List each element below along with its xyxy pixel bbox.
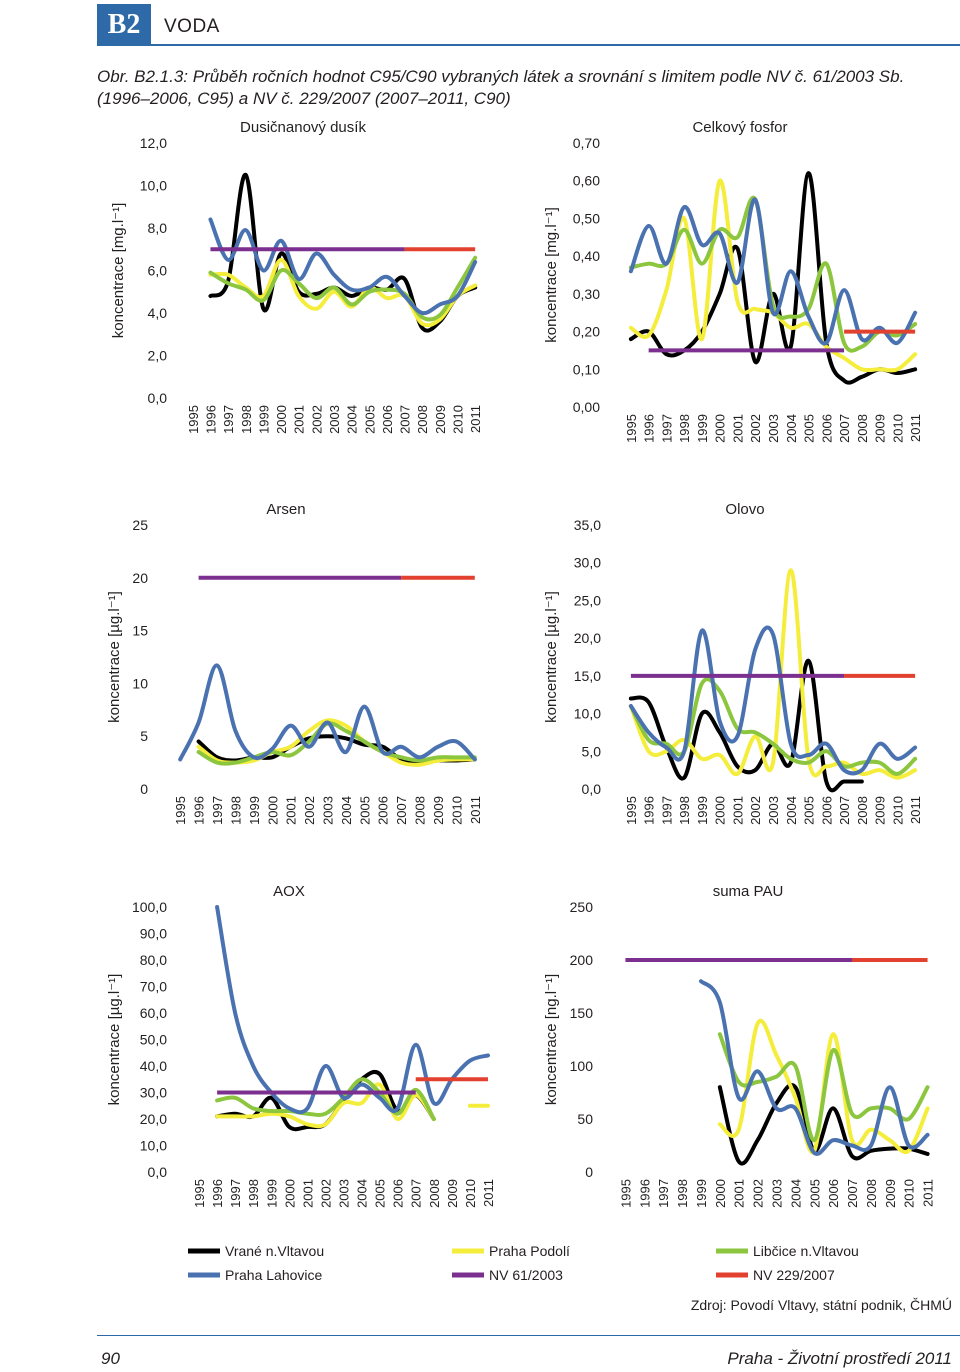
x-tick-label: 1995 xyxy=(173,796,189,825)
legend-label: NV 229/2007 xyxy=(753,1267,835,1283)
caption-line-2: (1996–2006, C95) a NV č. 229/2007 (2007–2011, C90) xyxy=(97,89,511,108)
series-line xyxy=(631,198,915,351)
y-tick-label: 35,0 xyxy=(573,517,601,533)
x-tick-label: 2002 xyxy=(748,414,764,443)
y-tick-label: 15 xyxy=(132,622,148,639)
series-line xyxy=(217,907,488,1112)
x-tick-label: 1996 xyxy=(191,796,207,825)
y-tick-label: 0,0 xyxy=(147,390,167,406)
x-tick-label: 2011 xyxy=(920,1179,936,1207)
x-tick-label: 2007 xyxy=(845,1179,861,1208)
y-tick-label: 80,0 xyxy=(139,952,167,968)
y-tick-label: 0,30 xyxy=(572,285,600,302)
series-line xyxy=(631,180,915,370)
y-tick-label: 2,0 xyxy=(147,347,167,364)
series-line xyxy=(701,981,928,1154)
y-tick-label: 0 xyxy=(585,1164,593,1180)
x-tick-label: 2003 xyxy=(766,796,781,825)
x-tick-label: 2009 xyxy=(432,405,448,434)
x-tick-label: 2005 xyxy=(357,796,373,825)
source-note: Zdroj: Povodí Vltavy, státní podnik, ČHMÚ xyxy=(690,1297,952,1313)
x-tick-label: 1996 xyxy=(203,405,219,434)
y-tick-label: 25 xyxy=(132,517,148,533)
y-tick-label: 0,0 xyxy=(581,781,601,797)
x-tick-label: 1996 xyxy=(641,414,657,443)
x-tick-label: 2011 xyxy=(480,1179,496,1207)
legend-label: Praha Lahovice xyxy=(225,1267,323,1283)
x-tick-label: 2008 xyxy=(412,796,428,825)
y-tick-label: 6,0 xyxy=(147,262,167,279)
chart-title: Dusičnanový dusík xyxy=(240,119,366,136)
x-tick-label: 2004 xyxy=(338,796,354,825)
x-tick-label: 2001 xyxy=(283,796,299,825)
x-tick-label: 2001 xyxy=(730,796,746,825)
x-tick-label: 1999 xyxy=(264,1179,280,1208)
x-tick-label: 2009 xyxy=(430,796,446,825)
legend-label: Libčice n.Vltavou xyxy=(753,1243,859,1259)
y-tick-label: 10,0 xyxy=(139,1137,167,1154)
y-tick-label: 0,60 xyxy=(572,172,600,189)
footer-title: Praha - Životní prostředí 2011 xyxy=(727,1349,952,1368)
y-tick-label: 10 xyxy=(132,675,148,692)
x-tick-label: 2004 xyxy=(354,1179,370,1208)
series-line xyxy=(631,199,915,343)
x-tick-label: 2009 xyxy=(872,796,888,825)
x-tick-label: 2010 xyxy=(890,796,906,825)
x-tick-label: 2005 xyxy=(372,1179,388,1208)
x-tick-label: 2000 xyxy=(274,405,290,434)
page-number: 90 xyxy=(101,1349,120,1368)
section-title: VODA xyxy=(164,16,220,37)
x-tick-label: 1998 xyxy=(677,414,693,443)
x-tick-label: 2003 xyxy=(769,1179,785,1208)
x-tick-label: 2010 xyxy=(890,414,906,443)
x-tick-label: 2000 xyxy=(712,796,728,825)
x-tick-label: 2002 xyxy=(302,796,318,825)
y-tick-label: 0,50 xyxy=(572,210,600,227)
x-tick-label: 2005 xyxy=(362,405,378,434)
legend xyxy=(188,1243,859,1283)
x-tick-label: 2002 xyxy=(750,1179,766,1208)
x-tick-label: 1998 xyxy=(246,1179,262,1208)
chart-1 xyxy=(110,119,483,434)
y-axis-label: koncentrace [µg.l⁻¹] xyxy=(106,973,123,1106)
x-tick-label: 2011 xyxy=(908,796,924,824)
x-tick-label: 1997 xyxy=(228,1179,244,1208)
x-tick-label: 2007 xyxy=(394,796,410,825)
x-tick-label: 2001 xyxy=(300,1179,316,1208)
x-tick-label: 2007 xyxy=(837,414,853,443)
x-tick-label: 2001 xyxy=(731,1179,747,1208)
y-tick-label: 15,0 xyxy=(573,667,601,684)
y-tick-label: 5 xyxy=(140,728,148,745)
y-tick-label: 0,00 xyxy=(572,399,600,415)
y-tick-label: 0,10 xyxy=(572,361,600,378)
y-tick-label: 10,0 xyxy=(573,705,601,722)
x-tick-label: 2011 xyxy=(908,414,924,442)
legend-label: NV 61/2003 xyxy=(489,1267,563,1283)
x-tick-label: 2008 xyxy=(426,1179,442,1208)
y-tick-label: 50 xyxy=(577,1111,593,1127)
y-tick-label: 20 xyxy=(132,569,148,586)
x-tick-label: 1995 xyxy=(618,1179,634,1208)
x-tick-label: 1997 xyxy=(656,1179,672,1208)
y-tick-label: 5,0 xyxy=(581,743,601,760)
x-tick-label: 2001 xyxy=(291,405,307,434)
x-tick-label: 2006 xyxy=(819,796,835,825)
series-line xyxy=(631,661,862,791)
x-tick-label: 2006 xyxy=(826,1179,842,1208)
y-tick-label: 20,0 xyxy=(573,630,601,647)
y-tick-label: 30,0 xyxy=(573,554,601,571)
x-tick-label: 1997 xyxy=(659,796,675,825)
section-badge: B2 xyxy=(97,4,151,46)
x-tick-label: 1996 xyxy=(641,796,657,825)
x-tick-label: 2003 xyxy=(320,796,336,825)
x-tick-label: 2000 xyxy=(712,414,728,443)
x-tick-label: 1997 xyxy=(659,414,675,443)
x-tick-label: 1998 xyxy=(675,1179,691,1208)
chart-3 xyxy=(106,501,483,825)
x-tick-label: 2011 xyxy=(468,405,484,433)
x-tick-label: 2008 xyxy=(854,414,870,443)
y-tick-label: 0,70 xyxy=(572,135,600,151)
y-tick-label: 100 xyxy=(569,1058,593,1074)
y-tick-label: 100,0 xyxy=(131,899,167,915)
y-tick-label: 20,0 xyxy=(139,1111,167,1127)
y-tick-label: 40,0 xyxy=(139,1058,167,1074)
y-tick-label: 150 xyxy=(569,1005,593,1021)
x-tick-label: 2002 xyxy=(318,1179,334,1208)
x-tick-label: 1997 xyxy=(210,796,226,825)
x-tick-label: 2001 xyxy=(730,414,746,443)
x-tick-label: 2009 xyxy=(882,1179,898,1208)
chart-title: Arsen xyxy=(266,501,306,518)
x-tick-label: 2009 xyxy=(444,1179,460,1208)
y-axis-label: koncentrace [mg.l⁻¹] xyxy=(110,202,127,339)
x-tick-label: 2007 xyxy=(397,405,413,434)
chart-5 xyxy=(106,883,496,1208)
x-tick-label: 1999 xyxy=(694,796,710,825)
x-tick-label: 1998 xyxy=(238,405,254,434)
x-tick-label: 2002 xyxy=(309,405,325,434)
y-tick-label: 60,0 xyxy=(139,1005,167,1021)
y-tick-label: 30,0 xyxy=(139,1084,167,1101)
x-tick-label: 1995 xyxy=(192,1179,208,1208)
x-tick-label: 1998 xyxy=(677,796,693,825)
x-tick-label: 2007 xyxy=(408,1179,424,1208)
y-tick-label: 0,20 xyxy=(572,323,600,340)
x-tick-label: 2011 xyxy=(467,796,483,824)
x-tick-label: 2003 xyxy=(336,1179,352,1208)
y-tick-label: 12,0 xyxy=(139,135,167,151)
x-tick-label: 1996 xyxy=(210,1179,226,1208)
x-tick-label: 2008 xyxy=(854,796,870,825)
y-tick-label: 4,0 xyxy=(147,305,167,321)
x-tick-label: 1995 xyxy=(185,405,201,434)
x-tick-label: 2008 xyxy=(415,405,431,434)
x-tick-label: 2005 xyxy=(807,1179,823,1208)
x-tick-label: 2005 xyxy=(801,796,817,825)
x-tick-label: 2000 xyxy=(282,1179,298,1208)
x-tick-label: 2003 xyxy=(766,414,781,443)
x-tick-label: 2005 xyxy=(801,414,817,443)
legend-label: Vrané n.Vltavou xyxy=(225,1243,325,1259)
chart-title: suma PAU xyxy=(712,883,784,900)
chart-title: Celkový fosfor xyxy=(692,119,788,136)
chart-title: Olovo xyxy=(725,501,765,518)
x-tick-label: 2004 xyxy=(783,414,799,443)
y-tick-label: 0,0 xyxy=(147,1164,167,1180)
x-tick-label: 1999 xyxy=(694,414,710,443)
y-axis-label: koncentrace [ng.l⁻¹] xyxy=(543,973,560,1106)
y-tick-label: 50,0 xyxy=(139,1031,167,1048)
y-tick-label: 0 xyxy=(140,781,148,797)
x-tick-label: 2000 xyxy=(265,796,281,825)
y-tick-label: 200 xyxy=(569,952,593,968)
y-tick-label: 10,0 xyxy=(139,177,167,194)
chart-2 xyxy=(543,119,923,443)
y-tick-label: 250 xyxy=(569,899,593,915)
chart-6 xyxy=(543,883,936,1208)
chart-title: AOX xyxy=(273,883,305,900)
x-tick-label: 2004 xyxy=(344,405,360,434)
x-tick-label: 2010 xyxy=(449,796,465,825)
y-axis-label: koncentrace [mg.l⁻¹] xyxy=(543,207,560,343)
x-tick-label: 2002 xyxy=(748,796,764,825)
x-tick-label: 2006 xyxy=(390,1179,406,1208)
x-tick-label: 2010 xyxy=(901,1179,917,1208)
x-tick-label: 1999 xyxy=(246,796,262,825)
x-tick-label: 2003 xyxy=(327,405,342,434)
y-axis-label: koncentrace [µg.l⁻¹] xyxy=(543,591,560,723)
x-tick-label: 2007 xyxy=(837,796,853,825)
x-tick-label: 1999 xyxy=(256,405,272,434)
x-tick-label: 2004 xyxy=(788,1179,804,1208)
x-tick-label: 1995 xyxy=(623,414,639,443)
x-tick-label: 1998 xyxy=(228,796,244,825)
x-tick-label: 2008 xyxy=(863,1179,879,1208)
x-tick-label: 1999 xyxy=(693,1179,709,1208)
x-tick-label: 2009 xyxy=(872,414,888,443)
y-tick-label: 0,40 xyxy=(572,248,600,265)
series-line xyxy=(180,665,475,759)
x-tick-label: 1995 xyxy=(623,796,639,825)
x-tick-label: 2006 xyxy=(819,414,835,443)
y-tick-label: 70,0 xyxy=(139,978,167,995)
y-tick-label: 8,0 xyxy=(147,220,167,236)
y-axis-label: koncentrace [µg.l⁻¹] xyxy=(106,591,123,723)
x-tick-label: 2004 xyxy=(783,796,799,825)
x-tick-label: 2010 xyxy=(450,405,466,434)
x-tick-label: 2010 xyxy=(462,1179,478,1208)
y-tick-label: 25,0 xyxy=(573,592,601,609)
footer-rule xyxy=(97,1335,960,1336)
x-tick-label: 2006 xyxy=(375,796,391,825)
chart-4 xyxy=(543,501,923,825)
x-tick-label: 2000 xyxy=(712,1179,728,1208)
legend-label: Praha Podolí xyxy=(489,1243,570,1259)
caption-line-1: Obr. B2.1.3: Průběh ročních hodnot C95/C90 vybraných látek a srovnání s limitem podle NV č. 61/2003 Sb. xyxy=(97,67,905,86)
x-tick-label: 1997 xyxy=(221,405,237,434)
x-tick-label: 2006 xyxy=(379,405,395,434)
y-tick-label: 90,0 xyxy=(139,925,167,942)
x-tick-label: 1996 xyxy=(637,1179,653,1208)
